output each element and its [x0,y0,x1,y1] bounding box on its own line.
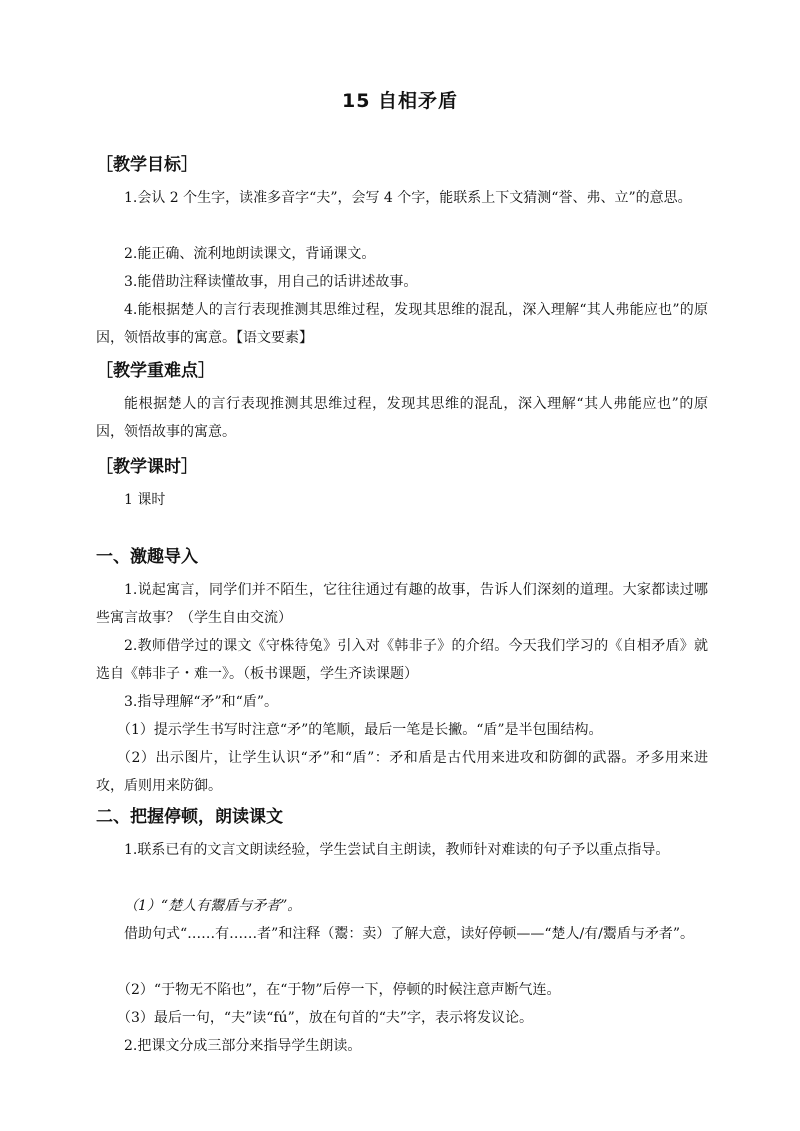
goal-item-4: 4.能根据楚人的言行表现推测其思维过程，发现其思维的混乱，深入理解“其人弗能应也”的原因，领悟故事的寓意。【语文要素】 [96,302,708,346]
heading-part2: 二、把握停顿，朗读课文 [96,807,283,827]
key-points-text: 能根据楚人的言行表现推测其思维过程，发现其思维的混乱，深入理解“其人弗能应也”的原因，领悟故事的寓意。 [96,396,708,440]
goal-item-1: 1.会认 2 个生字，读准多音字“夫”，会写 4 个字，能联系上下文猜测“誉、弗、立”的意思。 [124,190,692,206]
part2-item-1-3: （3）最后一句，“夫”读“fú”，放在句首的“夫”字，表示将发议论。 [117,1010,534,1026]
periods-text: 1 课时 [124,492,166,508]
part2-item-1-2: （2）“于物无不陷也”，在“于物”后停一下，停顿的时候注意声断气连。 [117,982,561,998]
part1-item-2: 2.教师借学过的课文《守株待兔》引入对《韩非子》的介绍。今天我们学习的《自相矛盾》就选自《韩非子・难一》。（板书课题，学生齐读课题） [96,638,708,682]
part2-item-1-1-note: 借助句式“……有……者”和注释（鬻：卖）了解大意，读好停顿——“楚人/有/鬻盾与矛者”。 [124,926,695,942]
part1-item-3-2: （2）出示图片，让学生认识“矛”和“盾”：矛和盾是古代用来进攻和防御的武器。矛多用来进攻，盾则用来防御。 [96,750,708,794]
heading-goals: ［教学目标］ [96,155,198,175]
part2-item-2: 2.把课文分成三部分来指导学生朗读。 [124,1038,362,1054]
part2-item-1: 1.联系已有的文言文朗读经验，学生尝试自主朗读，教师针对难读的句子予以重点指导。 [124,842,670,858]
goal-item-2: 2.能正确、流利地朗读课文，背诵课文。 [124,246,376,262]
part1-item-3: 3.指导理解“矛”和“盾”。 [124,694,278,710]
heading-periods: ［教学课时］ [96,457,198,477]
part2-item-1-1: （1）“楚人有鬻盾与矛者”。 [124,898,302,914]
page-title: 15 自相矛盾 [341,90,459,112]
part1-item-3-1: （1）提示学生书写时注意“矛”的笔顺，最后一笔是长撇。“盾”是半包围结构。 [117,722,603,738]
heading-key-points: ［教学重难点］ [96,361,215,381]
goal-item-3: 3.能借助注释读懂故事，用自己的话讲述故事。 [124,274,418,290]
part1-item-1: 1.说起寓言，同学们并不陌生，它往往通过有趣的故事，告诉人们深刻的道理。大家都读过哪些寓言故事？（学生自由交流） [96,582,708,626]
heading-part1: 一、激趣导入 [96,547,198,567]
